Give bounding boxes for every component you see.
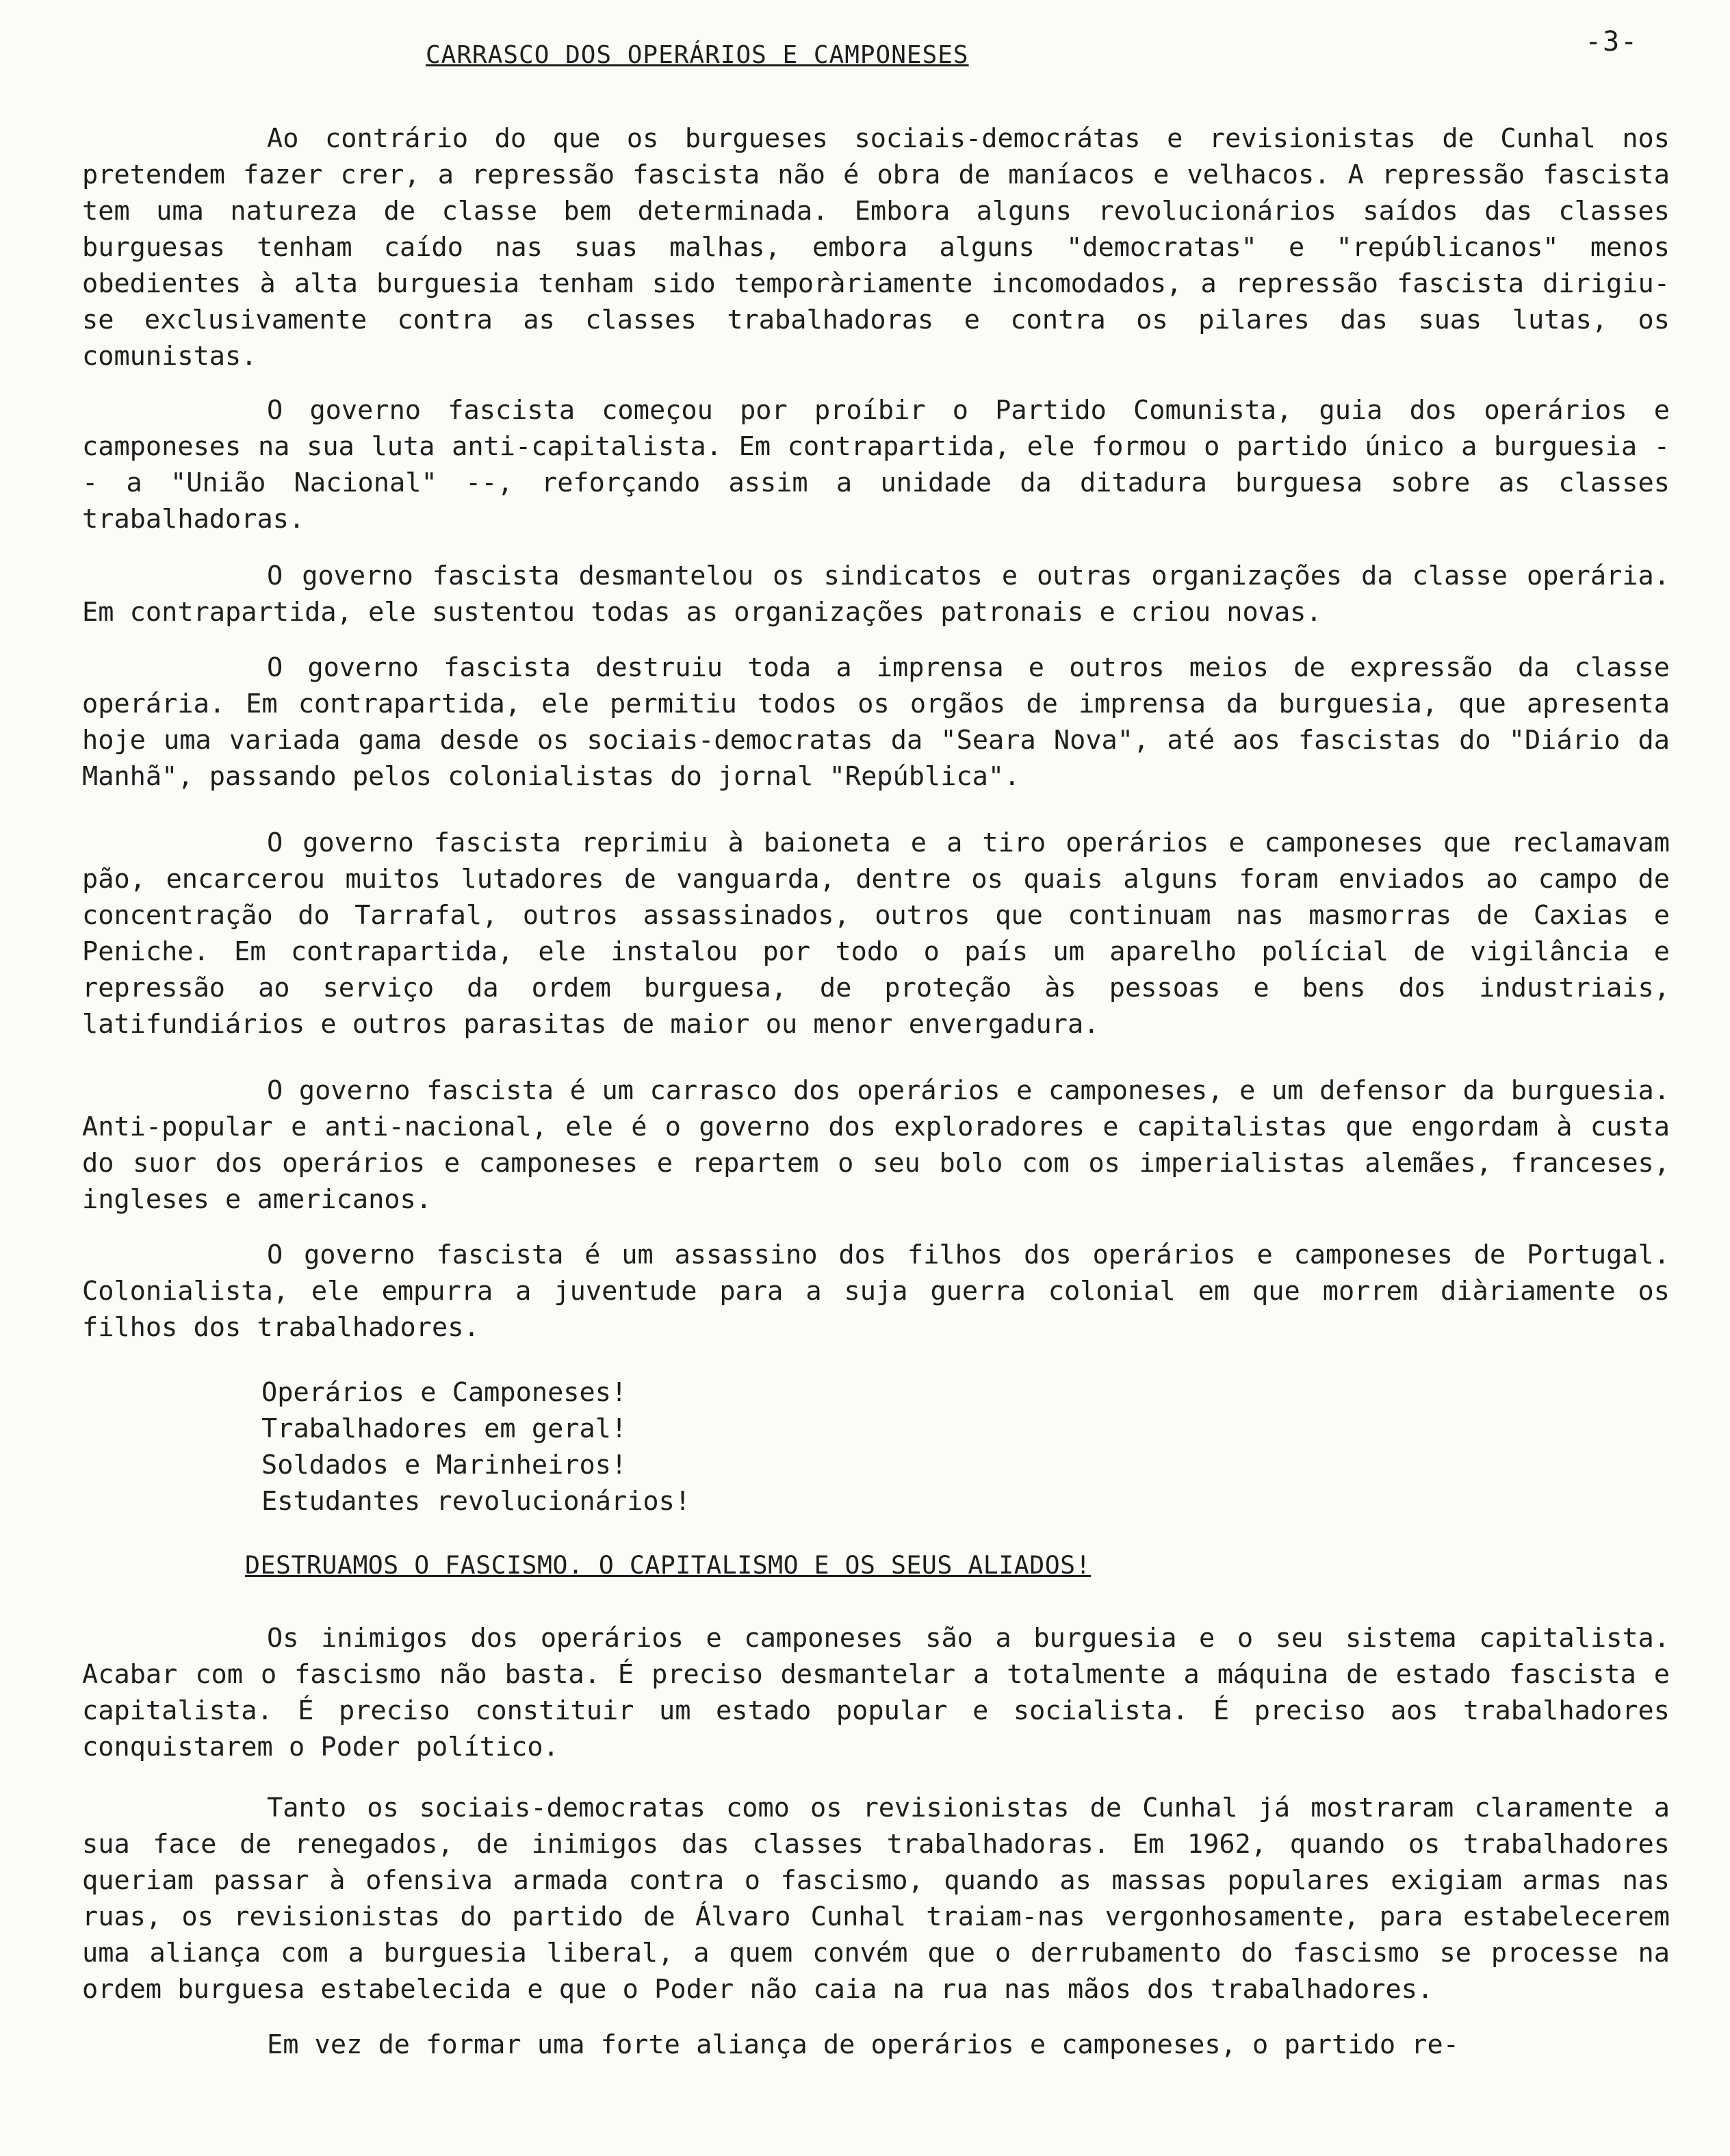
body-text [82,120,1686,2063]
paragraph: O governo fascista desmantelou os sindicatos e outras organizações da classe operária. Em contrapartida, ele sustentou todas as organizações patronais e criou novas. [82,561,1686,628]
document-title: CARRASCO DOS OPERÁRIOS E CAMPONESES [426,41,969,69]
slogan-list [82,1374,1670,1519]
paragraph: Tanto os sociais-democratas como os revisionistas de Cunhal já mostraram claramente a sua face de renegados, de inimigos das classes trabalhadoras. Em 1962, quando os trabalhadores queriam passar à ofensiva armada contra o fascismo, quando as massas populares exigiam armas nas ruas, os revisionistas do partido de Álvaro Cunhal traiam-nas vergonhosamente, para estabelecerem uma aliança com a burguesia liberal, a quem convém que o derrubamento do fascismo se processe na ordem burguesa estabelecida e que o Poder não caia na rua nas mãos dos trabalhadores. [82,1793,1686,2005]
slogan-line: Trabalhadores em geral! [261,1413,628,1444]
slogan-line: Soldados e Marinheiros! [261,1450,628,1480]
paragraph: O governo fascista começou por proíbir o Partido Comunista, guia dos operários e camponeses na sua luta anti-capitalista. Em contrapartida, ele formou o partido único a burguesia -- a "União Nacional" --, reforçando assim a unidade da ditadura burguesa sobre as classes trabalhadoras. [82,395,1686,535]
slogan-line: Estudantes revolucionários! [261,1486,691,1517]
paragraph: O governo fascista é um carrasco dos operários e camponeses, e um defensor da burguesia. Anti-popular e anti-nacional, ele é o governo dos exploradores e capitalistas que engordam à custa do suor dos operários e camponeses e repartem o seu bolo com os imperialistas alemães, franceses, ingleses e americanos. [82,1075,1686,1215]
paragraph: Os inimigos dos operários e camponeses são a burguesia e o seu sistema capitalista. Acabar com o fascismo não basta. É preciso desmantelar a totalmente a máquina de estado fascista e capitalista. É preciso constituir um estado popular e socialista. É preciso aos trabalhadores conquistarem o Poder político. [82,1623,1686,1762]
section-heading: DESTRUAMOS O FASCISMO. O CAPITALISMO E OS SEUS ALIADOS! [245,1550,1092,1580]
slogan-line: Operários e Camponeses! [261,1377,628,1408]
paragraph: O governo fascista é um assassino dos filhos dos operários e camponeses de Portugal. Colonialista, ele empurra a juventude para a suja guerra colonial em que morrem diàriamente os filhos dos trabalhadores. [82,1240,1686,1343]
paragraph: Ao contrário do que os burgueses sociais-democrátas e revisionistas de Cunhal nos pretendem fazer crer, a repressão fascista não é obra de maníacos e velhacos. A repressão fascista tem uma natureza de classe bem determinada. Embora alguns revolucionários saídos das classes burguesas tenham caído nas suas malhas, embora alguns "democratas" e "repúblicanos" menos obedientes à alta burguesia tenham sido temporàriamente incomodados, a repressão fascista dirigiu-se exclusivamente contra as classes trabalhadoras e contra os pilares das suas lutas, os comunistas. [82,123,1686,372]
paragraph: O governo fascista destruiu toda a imprensa e outros meios de expressão da classe operária. Em contrapartida, ele permitiu todos os orgãos de imprensa da burguesia, que apresenta hoje uma variada gama desde os sociais-democratas da "Seara Nova", até aos fascistas do "Diário da Manhã", passando pelos colonialistas do jornal "República". [82,652,1686,792]
paragraph: O governo fascista reprimiu à baioneta e a tiro operários e camponeses que reclamavam pão, encarcerou muitos lutadores de vanguarda, dentre os quais alguns foram enviados ao campo de concentração do Tarrafal, outros assassinados, outros que continuam nas masmorras de Caxias e Peniche. Em contrapartida, ele instalou por todo o país um aparelho polícial de vigilância e repressão ao serviço da ordem burguesa, de proteção às pessoas e bens dos industriais, latifundiários e outros parasitas de maior ou menor envergadura. [82,827,1686,1040]
paragraph: Em vez de formar uma forte aliança de operários e camponeses, o partido re- [267,2029,1459,2060]
page-number: -3- [1585,26,1639,57]
